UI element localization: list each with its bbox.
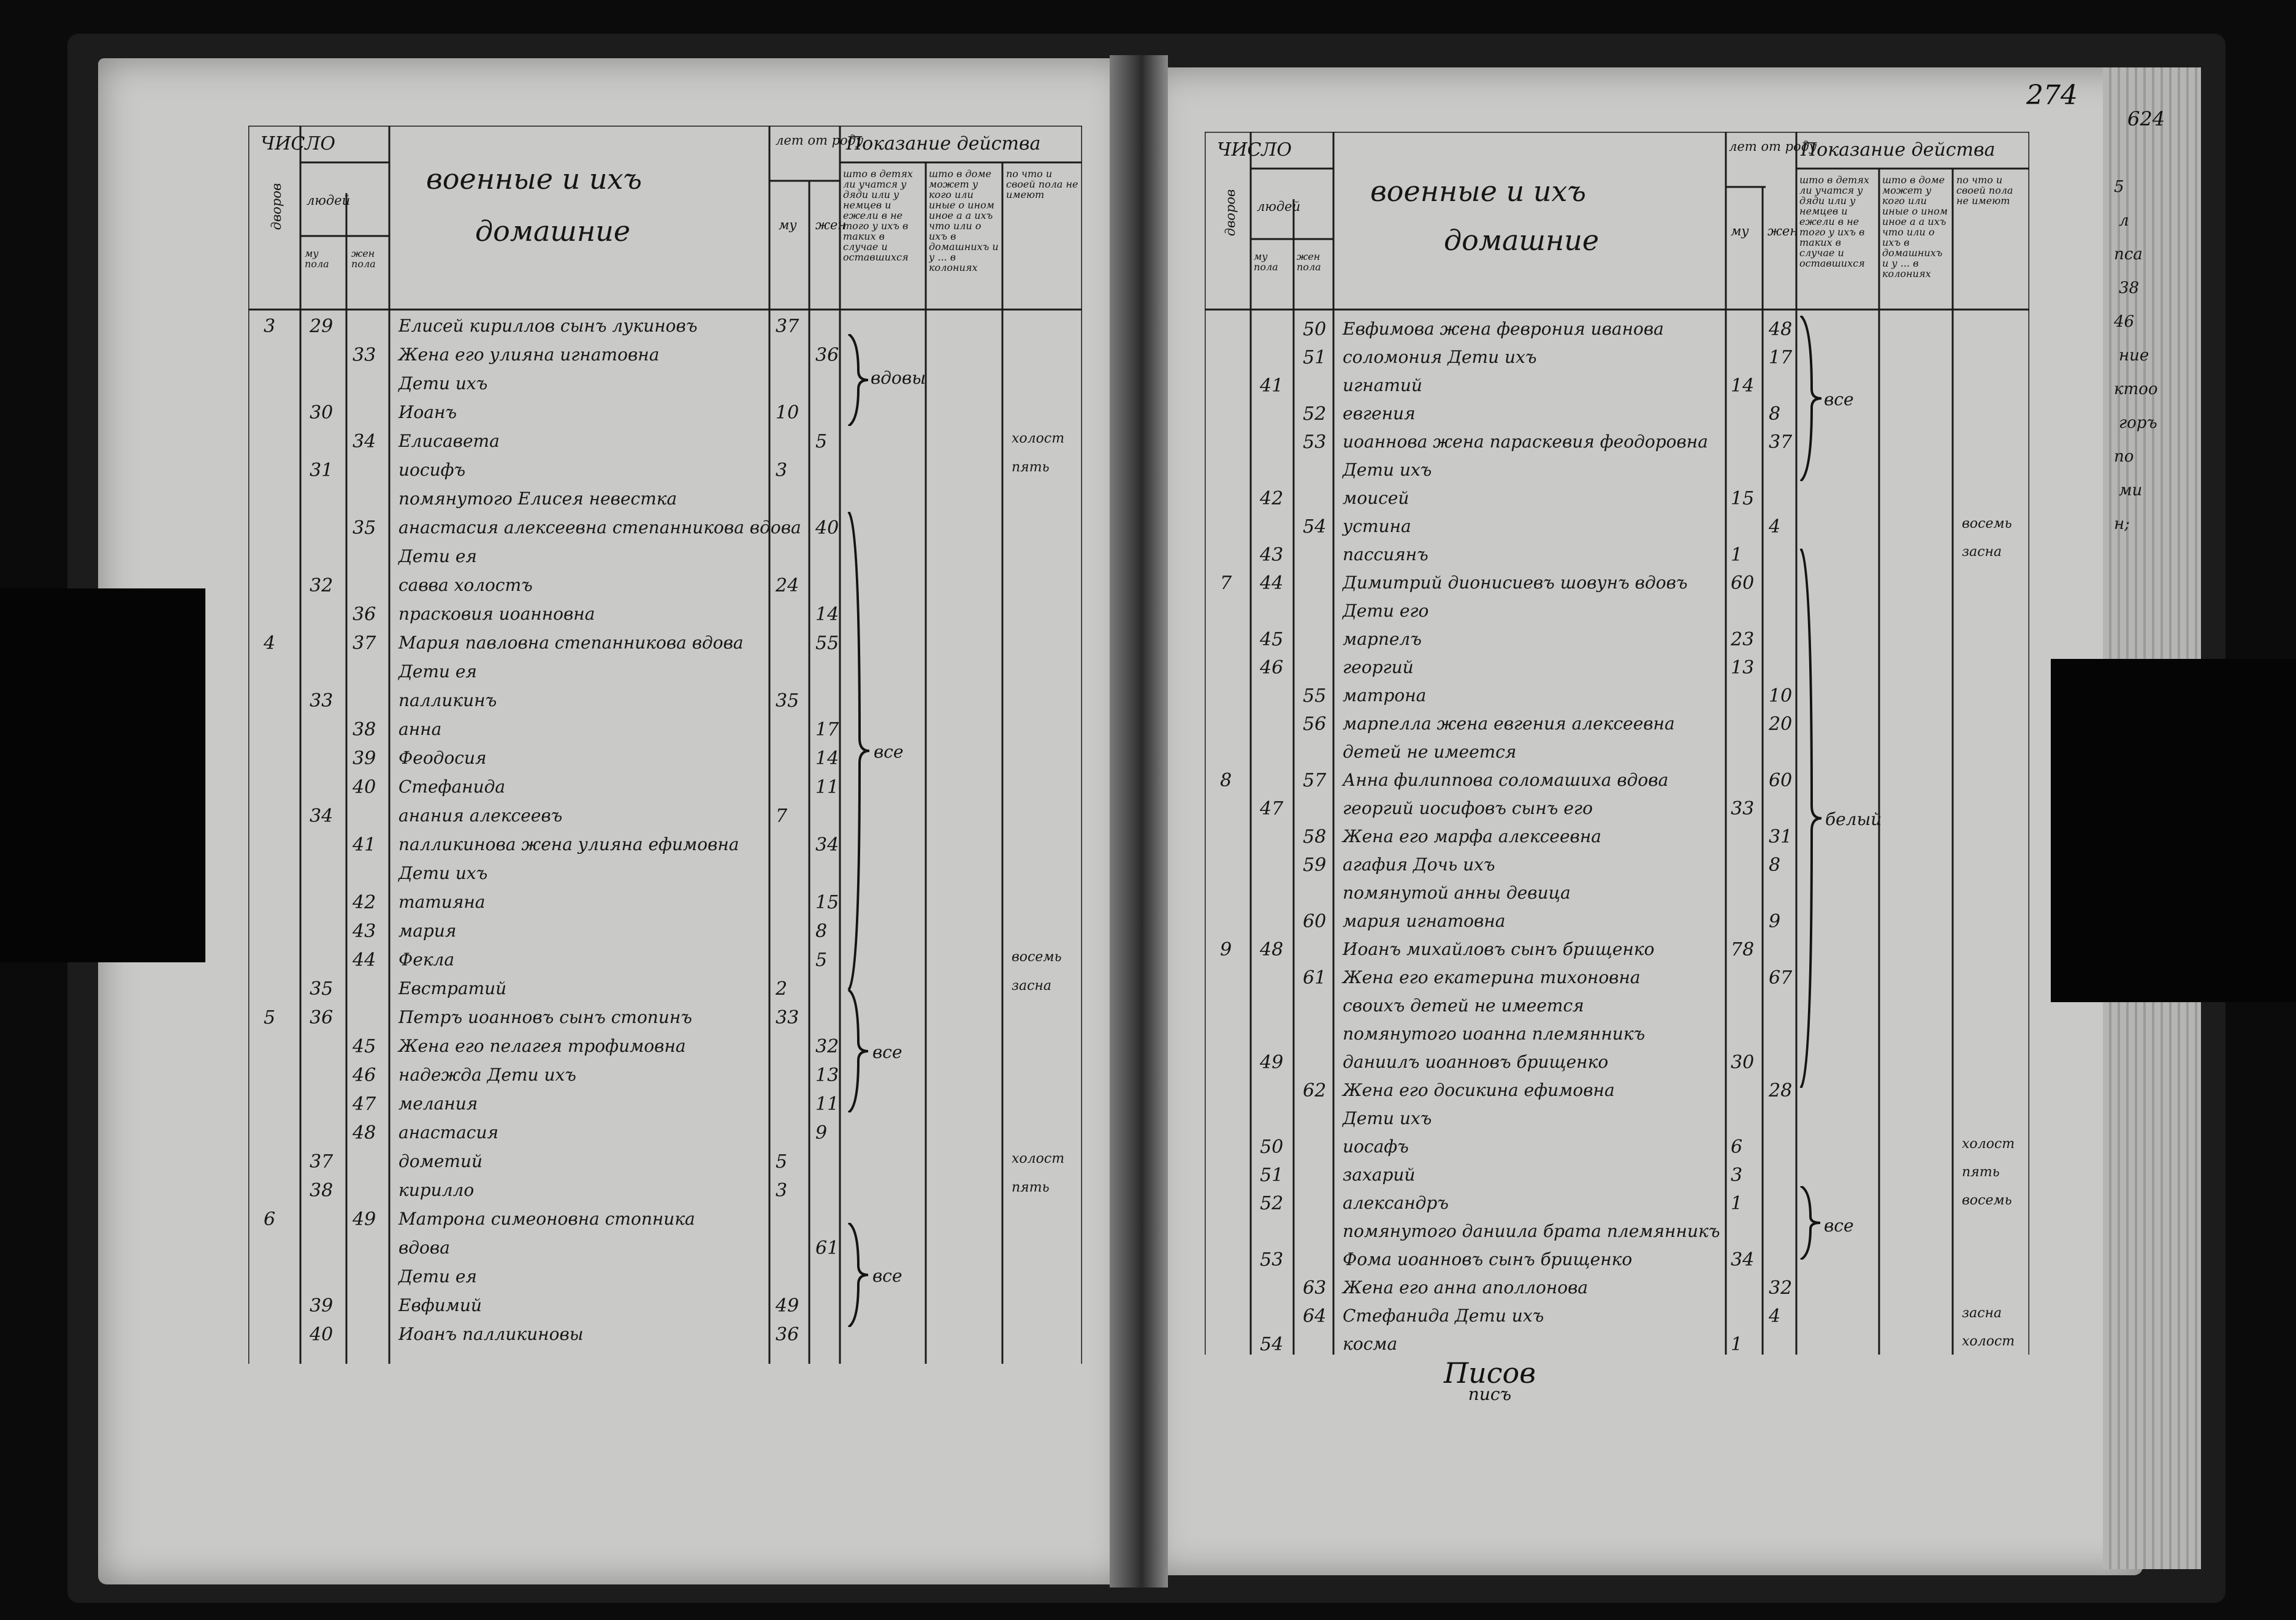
left-row-name: Стефанида xyxy=(399,777,506,797)
left-row-age_f: 61 xyxy=(815,1238,839,1259)
left-row-note: засна xyxy=(1012,978,1052,994)
left-row-age_f: 8 xyxy=(815,921,828,942)
right-row-age_f: 32 xyxy=(1769,1277,1793,1299)
right-row-name: Анна филиппова соломашиха вдова xyxy=(1343,770,1669,790)
left-row-f: 45 xyxy=(353,1036,376,1057)
right-row-name: помянутого даниила брата племянникъ xyxy=(1343,1221,1720,1241)
right-register-table xyxy=(1205,132,2029,1355)
left-row-age_m: 7 xyxy=(776,805,788,827)
left-row-age_m: 10 xyxy=(776,402,799,424)
left-row-name: Иоанъ палликиновы xyxy=(399,1324,584,1344)
left-row-name: прасковия иоанновна xyxy=(399,604,595,624)
right-row-f: 52 xyxy=(1303,403,1327,425)
right-row-age_m: 1 xyxy=(1731,1193,1743,1214)
left-row-age_f: 14 xyxy=(815,604,839,625)
left-row-dvor: 6 xyxy=(264,1209,276,1230)
right-row-f: 62 xyxy=(1303,1080,1327,1101)
right-row-m: 54 xyxy=(1260,1334,1284,1355)
header-col-a: што в детях ли учатся у дяди или у немцев и ежели в не того у ихъ в таких в случае и оставшихся xyxy=(843,169,913,263)
header-pokazanie: Показание действа xyxy=(846,133,1041,154)
left-row-name: мария xyxy=(399,921,457,941)
left-row-age_f: 34 xyxy=(815,834,839,856)
left-row-m: 32 xyxy=(310,575,334,596)
left-row-age_m: 49 xyxy=(776,1295,799,1317)
edge-mark: пса xyxy=(2114,245,2143,264)
left-row-age_m: 3 xyxy=(776,1180,788,1201)
right-row-age_f: 9 xyxy=(1769,911,1781,932)
header-let-ot-rodu: лет от роду xyxy=(776,133,864,148)
header-col-c: по что и своей пола не имеют xyxy=(1006,169,1078,200)
left-row-name: Фекла xyxy=(399,949,455,970)
header-dvorov: дворов xyxy=(269,183,284,230)
right-row-name: иосафъ xyxy=(1343,1136,1409,1157)
edge-mark: горъ xyxy=(2119,414,2157,432)
left-row-name: Феодосия xyxy=(399,748,487,768)
left-row-m: 29 xyxy=(310,316,334,337)
left-row-name: Петръ иоанновъ сынъ стопинъ xyxy=(399,1007,692,1027)
left-row-name: Дети ихъ xyxy=(399,863,488,883)
right-row-m: 46 xyxy=(1260,657,1284,679)
left-row-age_f: 55 xyxy=(815,633,839,654)
left-row-name: Евфимий xyxy=(399,1295,482,1315)
right-row-name: матрона xyxy=(1343,685,1427,705)
edge-mark: н; xyxy=(2114,515,2130,533)
header-zhen: жен xyxy=(815,218,847,232)
left-row-f: 37 xyxy=(353,633,376,654)
right-brace-2-label: белый xyxy=(1825,809,1882,829)
right-row-m: 41 xyxy=(1260,375,1284,397)
edge-mark: 38 xyxy=(2119,279,2140,297)
header-col-c: по что и своей пола не имеют xyxy=(1956,175,2013,207)
edge-mark: 46 xyxy=(2114,313,2135,331)
left-row-m: 38 xyxy=(310,1180,334,1201)
right-row-m: 52 xyxy=(1260,1193,1284,1214)
right-row-age_m: 3 xyxy=(1731,1165,1743,1186)
right-row-dvor: 9 xyxy=(1220,939,1232,960)
left-row-age_m: 37 xyxy=(776,316,799,337)
left-row-age_m: 2 xyxy=(776,978,788,1000)
left-row-m: 37 xyxy=(310,1151,334,1173)
signature-line1: Писов xyxy=(1444,1356,1536,1390)
right-row-note: восемь xyxy=(1962,1193,2012,1208)
left-row-age_f: 9 xyxy=(815,1122,828,1144)
header-mu: му xyxy=(779,218,797,232)
right-row-name: агафия Дочь ихъ xyxy=(1343,854,1495,875)
right-row-note: засна xyxy=(1962,544,2002,560)
right-row-age_m: 60 xyxy=(1731,572,1755,594)
left-row-note: восемь xyxy=(1012,949,1062,965)
left-row-f: 47 xyxy=(353,1093,376,1115)
right-row-name: даниилъ иоанновъ брищенко xyxy=(1343,1052,1609,1072)
left-row-f: 33 xyxy=(353,344,376,366)
header-pokazanie: Показание действа xyxy=(1801,139,1996,161)
right-row-f: 56 xyxy=(1303,713,1327,735)
edge-mark: 5 xyxy=(2114,178,2124,196)
right-row-name: александръ xyxy=(1343,1193,1449,1213)
signature-line2: писъ xyxy=(1468,1384,1512,1404)
left-row-age_f: 15 xyxy=(815,892,839,913)
left-row-note: холост xyxy=(1012,1151,1065,1166)
left-row-age_m: 36 xyxy=(776,1324,799,1345)
left-row-age_f: 36 xyxy=(815,344,839,366)
right-row-age_f: 20 xyxy=(1769,713,1793,735)
right-row-m: 50 xyxy=(1260,1136,1284,1158)
right-row-name: Жена его анна аполлонова xyxy=(1343,1277,1589,1298)
left-row-age_f: 11 xyxy=(815,1093,839,1115)
right-row-dvor: 8 xyxy=(1220,770,1232,791)
right-row-age_m: 33 xyxy=(1731,798,1755,820)
edge-mark: л xyxy=(2119,211,2129,230)
right-row-f: 61 xyxy=(1303,967,1327,989)
right-row-name: Жена его екатерина тихоновна xyxy=(1343,967,1641,987)
right-brace-3-label: все xyxy=(1824,1215,1854,1236)
left-brace-4-label: все xyxy=(872,1266,902,1286)
book-gutter xyxy=(1110,55,1168,1588)
left-row-name: палликинъ xyxy=(399,690,497,710)
left-row-name: анания алексеевъ xyxy=(399,805,563,826)
left-brace-1 xyxy=(846,334,871,428)
left-row-name: Иоанъ xyxy=(399,402,457,422)
left-row-name: Дети ихъ xyxy=(399,373,488,394)
right-row-name: захарий xyxy=(1343,1165,1416,1185)
left-row-f: 49 xyxy=(353,1209,376,1230)
right-row-name: соломония Дети ихъ xyxy=(1343,347,1537,367)
left-row-name: анна xyxy=(399,719,442,739)
right-row-name: устина xyxy=(1343,516,1411,536)
folio-number: 274 xyxy=(2026,80,2078,111)
right-row-name: косма xyxy=(1343,1334,1398,1354)
right-row-m: 48 xyxy=(1260,939,1284,960)
left-row-f: 35 xyxy=(353,517,376,539)
left-row-name: палликинова жена улияна ефимовна xyxy=(399,834,739,854)
left-row-name: татияна xyxy=(399,892,486,912)
edge-mark: ктоо xyxy=(2114,380,2158,398)
left-row-age_f: 17 xyxy=(815,719,839,740)
left-row-age_f: 14 xyxy=(815,748,839,769)
right-row-age_m: 23 xyxy=(1731,629,1755,650)
header-title-line2: домашние xyxy=(475,215,631,248)
left-row-f: 48 xyxy=(353,1122,376,1144)
right-row-f: 57 xyxy=(1303,770,1327,791)
left-brace-4 xyxy=(846,1223,871,1329)
left-register-table xyxy=(248,126,1082,1364)
left-row-name: кирилло xyxy=(399,1180,475,1200)
left-row-note: холост xyxy=(1012,431,1065,446)
right-row-m: 45 xyxy=(1260,629,1284,650)
right-row-age_f: 31 xyxy=(1769,826,1793,848)
left-row-name: савва холостъ xyxy=(399,575,533,595)
left-brace-3-label: все xyxy=(872,1042,902,1062)
left-row-name: помянутого Елисея невестка xyxy=(399,489,677,509)
left-row-age_m: 24 xyxy=(776,575,799,596)
right-row-name: Жена его досикина ефимовна xyxy=(1343,1080,1615,1100)
left-row-f: 43 xyxy=(353,921,376,942)
clerk-signature xyxy=(1428,1356,1551,1404)
edge-mark: ние xyxy=(2119,346,2149,365)
right-row-m: 51 xyxy=(1260,1165,1284,1186)
left-row-name: анастасия алексеевна степанникова вдова xyxy=(399,517,801,538)
left-row-f: 42 xyxy=(353,892,376,913)
left-row-m: 40 xyxy=(310,1324,334,1345)
header-lyudei: людей xyxy=(307,193,351,208)
left-row-note: пять xyxy=(1012,1180,1050,1195)
right-row-f: 59 xyxy=(1303,854,1327,876)
left-row-name: надежда Дети ихъ xyxy=(399,1065,576,1085)
right-row-f: 53 xyxy=(1303,432,1327,453)
right-row-age_f: 8 xyxy=(1769,854,1781,876)
left-row-f: 39 xyxy=(353,748,376,769)
edge-mark: по xyxy=(2114,447,2134,466)
edge-mark: ми xyxy=(2119,481,2143,500)
left-clip xyxy=(0,588,205,962)
header-col-b: што в доме может у кого или иные о ином иное а а ихъ что или о ихъ в домашнихъ и у ... в колониях xyxy=(1882,175,1948,280)
left-row-age_f: 40 xyxy=(815,517,839,539)
right-row-age_f: 17 xyxy=(1769,347,1793,368)
header-title-line1: военные и ихъ xyxy=(1370,175,1587,208)
left-row-dvor: 3 xyxy=(264,316,276,337)
right-row-f: 64 xyxy=(1303,1306,1327,1327)
right-row-f: 51 xyxy=(1303,347,1327,368)
right-row-name: Евфимова жена феврония иванова xyxy=(1343,319,1664,339)
right-row-name: Дети ихъ xyxy=(1343,460,1432,480)
right-row-name: Фома иоанновъ сынъ брищенко xyxy=(1343,1249,1633,1269)
left-row-name: дометий xyxy=(399,1151,483,1171)
right-row-name: евгения xyxy=(1343,403,1416,424)
header-zhen: жен xyxy=(1768,224,1799,238)
left-row-name: Елисей кириллов сынъ лукиновъ xyxy=(399,316,698,336)
right-row-age_f: 28 xyxy=(1769,1080,1793,1101)
left-row-m: 39 xyxy=(310,1295,334,1317)
header-title-line1: военные и ихъ xyxy=(426,162,643,196)
left-row-name: Матрона симеоновна стопника xyxy=(399,1209,695,1229)
header-let-ot-rodu: лет от роду xyxy=(1729,139,1817,154)
header-mu-pola: му пола xyxy=(305,248,329,270)
right-row-age_m: 1 xyxy=(1731,544,1743,566)
header-title-line2: домашние xyxy=(1444,224,1600,257)
right-row-name: игнатий xyxy=(1343,375,1422,395)
right-row-name: Иоанъ михайловъ сынъ брищенко xyxy=(1343,939,1655,959)
left-row-dvor: 4 xyxy=(264,633,276,654)
right-row-f: 63 xyxy=(1303,1277,1327,1299)
right-row-age_m: 15 xyxy=(1731,488,1755,509)
right-row-age_m: 13 xyxy=(1731,657,1755,679)
header-zhen-pola: жен пола xyxy=(351,248,376,270)
right-row-name: марпелъ xyxy=(1343,629,1422,649)
right-row-age_f: 10 xyxy=(1769,685,1793,707)
header-chislo: ЧИСЛО xyxy=(1217,139,1292,161)
left-row-name: Жена его улияна игнатовна xyxy=(399,344,660,365)
left-row-name: Дети ея xyxy=(399,546,477,566)
right-row-name: моисей xyxy=(1343,488,1409,508)
right-row-dvor: 7 xyxy=(1220,572,1232,594)
right-row-m: 47 xyxy=(1260,798,1284,820)
right-row-name: пассиянъ xyxy=(1343,544,1428,565)
left-row-name: иосифъ xyxy=(399,460,466,480)
right-row-name: мария игнатовна xyxy=(1343,911,1506,931)
left-row-name: Мария павловна степанникова вдова xyxy=(399,633,744,653)
right-row-age_f: 60 xyxy=(1769,770,1793,791)
left-row-name: мелания xyxy=(399,1093,478,1114)
left-row-m: 34 xyxy=(310,805,334,827)
left-row-name: Елисавета xyxy=(399,431,500,451)
left-row-name: Евстратий xyxy=(399,978,507,998)
right-clip xyxy=(2051,659,2296,1002)
right-table-rules xyxy=(1205,132,2029,1355)
left-row-age_m: 3 xyxy=(776,460,788,481)
left-brace-2 xyxy=(846,512,871,992)
left-row-age_f: 11 xyxy=(815,777,839,798)
left-row-f: 34 xyxy=(353,431,376,452)
left-row-dvor: 5 xyxy=(264,1007,276,1029)
left-row-note: пять xyxy=(1012,460,1050,475)
left-row-m: 33 xyxy=(310,690,334,712)
left-row-m: 35 xyxy=(310,978,334,1000)
left-row-f: 36 xyxy=(353,604,376,625)
left-row-m: 30 xyxy=(310,402,334,424)
right-row-name: Дети ихъ xyxy=(1343,1108,1432,1128)
left-table-rules xyxy=(248,126,1082,1364)
right-row-note: засна xyxy=(1962,1306,2002,1321)
left-row-age_f: 32 xyxy=(815,1036,839,1057)
right-row-name: Жена его марфа алексеевна xyxy=(1343,826,1601,846)
right-row-note: пять xyxy=(1962,1165,2000,1180)
header-mu-pola: му пола xyxy=(1254,251,1278,273)
right-row-name: георгий xyxy=(1343,657,1414,677)
right-brace-2 xyxy=(1798,549,1823,1090)
right-row-name: Дети его xyxy=(1343,601,1429,621)
right-brace-1 xyxy=(1798,316,1823,484)
right-row-m: 43 xyxy=(1260,544,1284,566)
left-row-age_f: 5 xyxy=(815,431,828,452)
right-row-age_m: 14 xyxy=(1731,375,1755,397)
left-row-name: анастасия xyxy=(399,1122,499,1143)
left-brace-2-label: все xyxy=(874,742,904,762)
left-row-m: 36 xyxy=(310,1007,334,1029)
right-row-name: помянутой анны девица xyxy=(1343,883,1571,903)
header-dvorov: дворов xyxy=(1223,189,1238,237)
folio-edge-number: 624 xyxy=(2127,107,2165,131)
right-row-f: 58 xyxy=(1303,826,1327,848)
right-row-age_f: 4 xyxy=(1769,1306,1781,1327)
left-row-m: 31 xyxy=(310,460,334,481)
left-row-f: 40 xyxy=(353,777,376,798)
header-lyudei: людей xyxy=(1257,199,1301,214)
right-row-name: Димитрий дионисиевъ шовунъ вдовъ xyxy=(1343,572,1688,593)
right-row-name: детей не имеется xyxy=(1343,742,1517,762)
right-row-name: марпелла жена евгения алексеевна xyxy=(1343,713,1675,734)
right-row-f: 60 xyxy=(1303,911,1327,932)
right-row-f: 54 xyxy=(1303,516,1327,538)
right-row-age_f: 37 xyxy=(1769,432,1793,453)
right-row-note: холост xyxy=(1962,1136,2015,1152)
right-row-f: 50 xyxy=(1303,319,1327,340)
header-mu: му xyxy=(1731,224,1749,238)
right-brace-3 xyxy=(1798,1186,1823,1262)
left-row-age_m: 33 xyxy=(776,1007,799,1029)
right-row-m: 42 xyxy=(1260,488,1284,509)
right-row-age_m: 78 xyxy=(1731,939,1755,960)
right-row-age_f: 48 xyxy=(1769,319,1793,340)
right-brace-1-label: все xyxy=(1824,389,1854,409)
left-row-f: 41 xyxy=(353,834,376,856)
header-col-a: што в детях ли учатся у дяди или у немцев и ежели в не того у ихъ в таких в случае и оставшихся xyxy=(1799,175,1869,269)
left-row-name: Дети ея xyxy=(399,1266,477,1287)
right-row-age_m: 34 xyxy=(1731,1249,1755,1271)
right-row-age_m: 6 xyxy=(1731,1136,1743,1158)
left-brace-1-label: вдовы xyxy=(871,368,926,388)
left-row-name: вдова xyxy=(399,1238,450,1258)
right-row-name: своихъ детей не имеется xyxy=(1343,995,1584,1016)
right-row-name: Стефанида Дети ихъ xyxy=(1343,1306,1544,1326)
right-row-note: холост xyxy=(1962,1334,2015,1349)
header-zhen-pola: жен пола xyxy=(1297,251,1321,273)
right-row-age_f: 4 xyxy=(1769,516,1781,538)
left-row-age_m: 35 xyxy=(776,690,799,712)
left-row-f: 38 xyxy=(353,719,376,740)
right-row-age_f: 8 xyxy=(1769,403,1781,425)
left-row-f: 46 xyxy=(353,1065,376,1086)
right-row-name: иоаннова жена параскевия феодоровна xyxy=(1343,432,1708,452)
right-row-m: 44 xyxy=(1260,572,1284,594)
right-row-m: 53 xyxy=(1260,1249,1284,1271)
right-row-m: 49 xyxy=(1260,1052,1284,1073)
header-chislo: ЧИСЛО xyxy=(261,133,335,154)
header-col-b: што в доме может у кого или иные о ином иное а а ихъ что или о ихъ в домашнихъ и у ... в колониях xyxy=(929,169,999,273)
right-row-f: 55 xyxy=(1303,685,1327,707)
left-row-f: 44 xyxy=(353,949,376,971)
left-brace-3 xyxy=(846,990,871,1115)
left-row-name: Жена его пелагея трофимовна xyxy=(399,1036,686,1056)
right-row-name: помянутого иоанна племянникъ xyxy=(1343,1024,1646,1044)
left-row-age_f: 5 xyxy=(815,949,828,971)
right-row-name: георгий иосифовъ сынъ его xyxy=(1343,798,1593,818)
right-row-age_m: 30 xyxy=(1731,1052,1755,1073)
right-row-age_f: 67 xyxy=(1769,967,1793,989)
left-row-age_m: 5 xyxy=(776,1151,788,1173)
right-row-note: восемь xyxy=(1962,516,2012,531)
left-row-name: Дети ея xyxy=(399,661,477,682)
right-row-age_m: 1 xyxy=(1731,1334,1743,1355)
left-row-age_f: 13 xyxy=(815,1065,839,1086)
